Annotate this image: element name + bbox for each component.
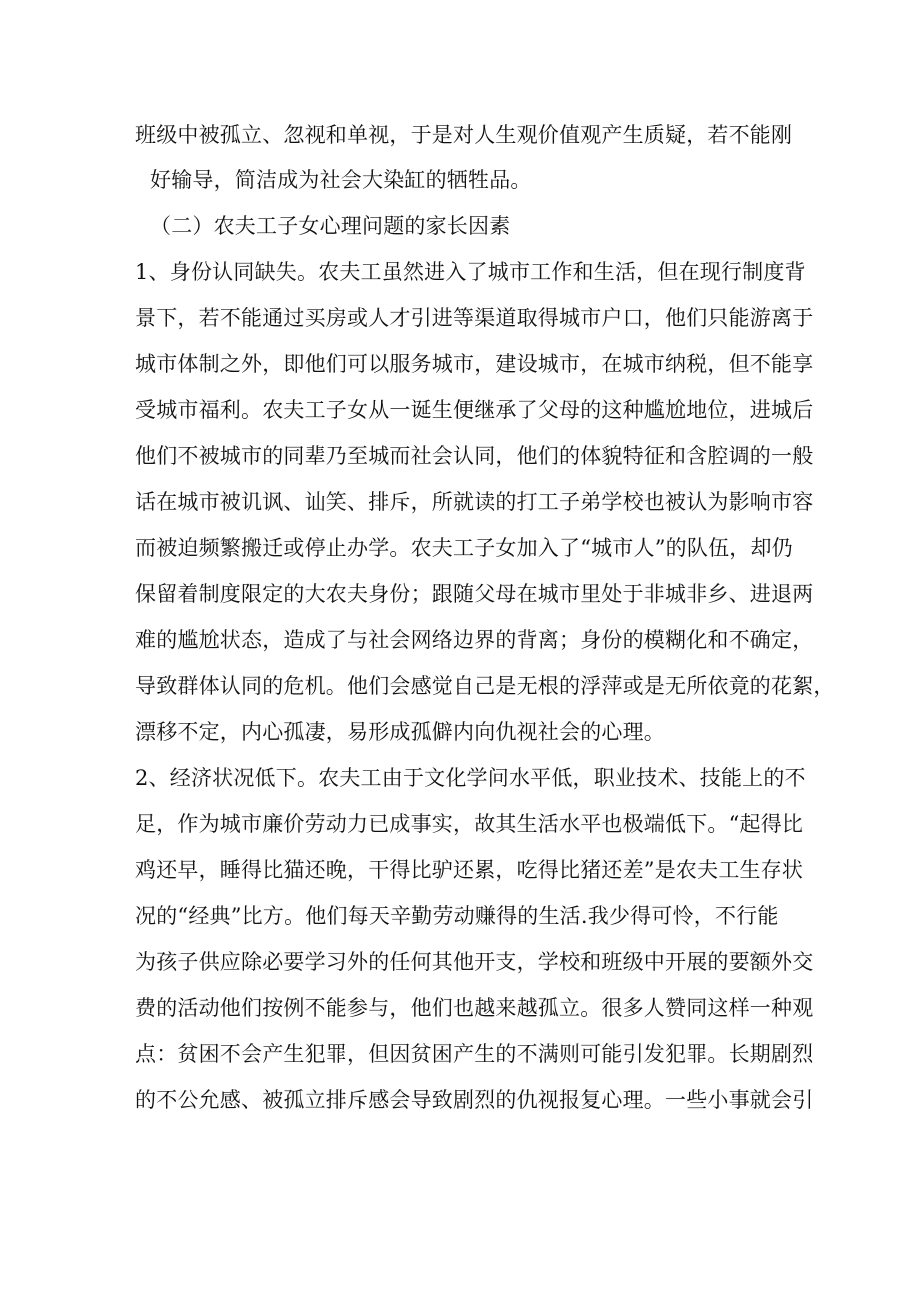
text-line: 导致群体认同的危机。他们会感觉自己是无根的浮萍或是无所依竟的花絮， [135, 674, 835, 698]
text-line: 保留着制度限定的大农夫身份；跟随父母在城市里处于非城非乡、进退两 [135, 582, 814, 606]
text-line: 鸡还早，睡得比猫还晚，干得比驴还累，吃得比猪还差”是农夫工生存状 [135, 858, 804, 882]
text-line: 受城市福利。农夫工子女从一诞生便继承了父母的这种尴尬地位，进城后 [135, 398, 814, 422]
text-line: 的不公允感、被孤立排斥感会导致剧烈的仇视报复心理。一些小事就会引 [135, 1088, 814, 1112]
text-line: 好输导，简洁成为社会大染缸的牺牲品。 [150, 168, 532, 192]
text-line: 况的“经典”比方。他们每天辛勤劳动赚得的生活.我少得可怜，不行能 [135, 904, 779, 928]
text-line: 足，作为城市廉价劳动力已成事实，故其生活水平也极端低下。“起得比 [135, 812, 804, 836]
text-line: 漂移不定，内心孤凄，易形成孤僻内向仇视社会的心理。 [135, 720, 665, 744]
text-line: 城市体制之外，即他们可以服务城市，建设城市，在城市纳税，但不能享 [135, 352, 814, 376]
text-line: 点：贫困不会产生犯罪，但因贫困产生的不满则可能引发犯罪。长期剧烈 [135, 1042, 814, 1066]
text-line: 景下，若不能通过买房或人才引进等渠道取得城市户口，他们只能游离于 [135, 306, 814, 330]
text-line: 为孩子供应除必要学习外的任何其他开支，学校和班级中开展的要额外交 [135, 950, 814, 974]
text-line: 班级中被孤立、忽视和单视，于是对人生观价值观产生质疑，若不能刚 [135, 123, 793, 147]
text-line: 1、身份认同缺失。农夫工虽然进入了城市工作和生活，但在现行制度背 [135, 260, 806, 284]
text-line: 话在城市被讥讽、讪笑、排斥，所就读的打工子弟学校也被认为影响市容 [135, 490, 814, 514]
text-line: 他们不被城市的同辈乃至城而社会认同，他们的体貌特征和含腔调的一般 [135, 444, 814, 468]
section-heading: （二）农夫工子女心理问题的家长因素 [150, 214, 511, 238]
text-line: 而被迫频繁搬迁或停止办学。农夫工子女加入了“城市人”的队伍，却仍 [135, 536, 793, 560]
text-line: 难的尴尬状态，造成了与社会网络边界的背离；身份的模糊化和不确定， [135, 628, 814, 652]
text-line: 费的活动他们按例不能参与，他们也越来越孤立。很多人赞同这样一种观 [135, 996, 814, 1020]
text-line: 2、经济状况低下。农夫工由于文化学问水平低，职业技术、技能上的不 [135, 766, 806, 790]
